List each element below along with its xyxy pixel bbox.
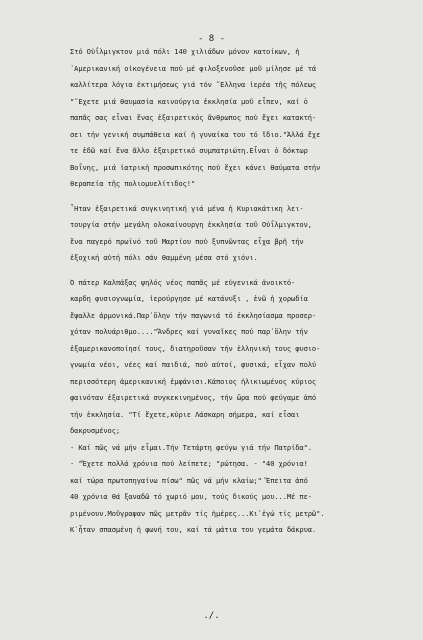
text-line: περισσότερη ἀμερικανική ἐμφάνισι.Κάποιος ἡλικιωμένος κύριος bbox=[70, 376, 317, 386]
paragraph-3 bbox=[70, 275, 390, 440]
text-line: σει τήν γενική συμπάθεια καί ἡ γυναίκα του τό ἴδιο."Ἀλλά ἔχε bbox=[70, 129, 321, 139]
paragraph-1 bbox=[70, 44, 390, 193]
page-number: - 8 - bbox=[197, 34, 226, 44]
text-line: τουργία στήν μεγάλη ολοκαίνουργη ἐκκλησία τοῦ Οὐΐλμιγκτον, bbox=[70, 220, 312, 229]
text-line: Ὁ πάτερ Καλπάξας ψηλός νέος παπᾶς μέ εὐγενικά ἀνοικτό- bbox=[70, 277, 296, 287]
text-line: - Καί πῶς νά μήν εἶμαι.Τήν Τετάρτη φεύγω γιά τήν Πατρίδα". bbox=[70, 442, 312, 452]
text-line: φαινόταν ἐξαιρετικά συγκεκινημένος, τήν ὥρα ποὐ φεύγαμε ἀπό bbox=[70, 393, 317, 402]
text-line: ἔψαλλε ἁρμονικά.Παρ᾿ὅλην τήν παγωνιά τό ἐκκλησίασμα προσερ- bbox=[70, 310, 317, 320]
body-text bbox=[70, 44, 390, 539]
text-line: ἐξοχική αὐτή πόλι σάν θαμμένη μέσα στό χιόνι. bbox=[70, 253, 258, 262]
text-line: ριμένουν.Μοῦγραψαν πῶς μετρᾶν τίς ἡμέρες...Κι᾿ἐγώ τίς μετρῶ". bbox=[70, 508, 325, 518]
text-line: γνωμία νέοι, νέες καί παιδιά, ποὐ αὐτοί, φυσικά, εἶχαν πολύ bbox=[70, 360, 317, 369]
text-line: ἕνα παγερό πρωϊνό τοῦ Μαρτίου ποὐ ξυπνῶντας εἶχα βρῆ τήν bbox=[70, 236, 304, 246]
text-line: "῞Εχετε μιά θαυμασία καινούργια ἐκκλησία μοῦ εἶπεν, καί ὁ bbox=[70, 96, 308, 106]
text-line: παπᾶς σας εἶναι ἕνας ἐξαιρετικός ἄνθρωπος ποὐ ἔχει κατακτή- bbox=[70, 113, 317, 122]
text-line: θεραπεία τῆς πολιομυελίτιδος!" bbox=[70, 179, 196, 188]
text-line: 40 χρόνια θά ξαναδῶ τό χωριό μου, τούς δικούς μου...Μέ πε- bbox=[70, 492, 312, 501]
text-line: ἐξαμερικανοποίησί τους, διατηροῦσαν τήν ἑλληνική τους φυσιο- bbox=[70, 343, 321, 353]
text-line: χόταν πολυάριθμο...."Ἄνδρες καί γυναῖκες ποὐ παρ᾿ὅλην τήν bbox=[70, 327, 308, 336]
text-line: καλλίτερα λόγια ἐκτιμήσεως γιά τόν ῞Ελληνα ἱερέα τῆς πόλεως bbox=[70, 80, 317, 89]
text-line: καρδη φυσιογνωμία, ἱερούργησε μέ κατάνυξι , ἐνῶ ἡ χορωδία bbox=[70, 294, 308, 303]
text-line: - "Ἔχετε πολλά χρόνια ποὐ λείπετε; "ρώτησα. - "40 χρόνια! bbox=[70, 459, 308, 468]
text-line: δακρυσμένος; bbox=[70, 426, 121, 435]
paragraph-4 bbox=[70, 440, 390, 539]
text-line: ᾿Αμερικανική οἰκογένεια ποὐ μέ φιλοξενοῦσε μοῦ μίλησε μέ τά bbox=[70, 63, 317, 73]
text-line: Κ᾿ἦταν σπασμένη ἡ φωνή του, καί τά μάτια του γεμάτα δάκρυα. bbox=[70, 525, 317, 534]
text-line: ῏Ηταν ἐξαιρετικά συγκινητική γιά μένα ἡ Κυριακάτικη λει- bbox=[70, 203, 304, 213]
text-line: τήν ἐκκλησία. "Τί ἔχετε,κύριε Λάσκαρη σήμερα, καί εἶσαι bbox=[70, 409, 300, 419]
text-line: καί τώρα πρωτοπηγαίνω πίσω" πῶς νά μήν κλαίω;" Ἔπειτα ἀπό bbox=[70, 475, 308, 485]
text-line: τε ἐδῶ καί ἕνα ἄλλο ἐξαιρετικό συμπατριώτη.Εἶναι ὁ δόκτωρ bbox=[70, 146, 308, 155]
end-mark: ./. bbox=[203, 611, 220, 621]
text-line: Στό Οὐΐλμιγκτον μιά πόλι 140 χιλιάδων μόνον κατοίκων, ἡ bbox=[70, 47, 300, 56]
text-line: Βοΐνης, μιά ἰατρική προσωπικότης ποὐ ἔχει κάνει θαύματα στήν bbox=[70, 162, 321, 172]
paragraph-2 bbox=[70, 201, 390, 267]
